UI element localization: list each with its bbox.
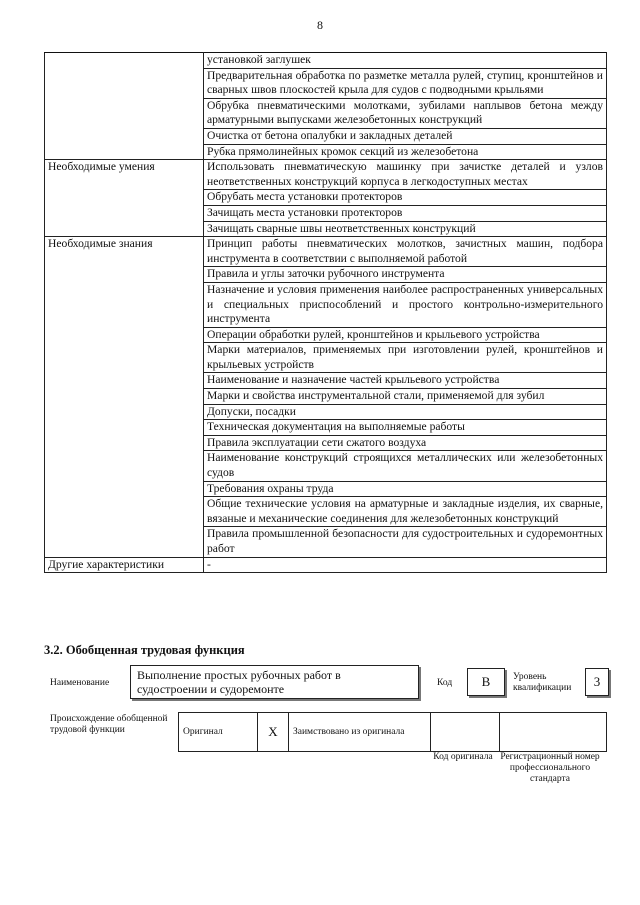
item-cell: Обрубать места установки протекторов xyxy=(204,190,607,206)
item-cell: - xyxy=(204,557,607,573)
table-row xyxy=(45,53,607,69)
original-label: Оригинал xyxy=(179,713,258,752)
item-cell: Операции обработки рулей, кронштейнов и крыльевого устройства xyxy=(204,327,607,343)
origin-table xyxy=(178,712,607,752)
item-cell: Назначение и условия применения наиболее распространенных универсальных и специальных приспособлений и простого контрольно-измерительного инструмента xyxy=(204,282,607,327)
reg-number-cell xyxy=(500,713,607,752)
reg-number-label: Регистрационный номер профессионального стандарта xyxy=(500,752,600,784)
name-label: Наименование xyxy=(50,678,110,688)
item-cell: Техническая документация на выполняемые работы xyxy=(204,420,607,436)
table-row xyxy=(45,160,607,190)
item-cell: Принцип работы пневматических молотков, зачистных машин, подбора инструмента в соответствии с выполняемой работой xyxy=(204,237,607,267)
item-cell: Правила и углы заточки рубочного инструмента xyxy=(204,267,607,283)
item-cell: Очистка от бетона опалубки и закладных деталей xyxy=(204,128,607,144)
code-original-cell xyxy=(431,713,500,752)
item-cell: Зачищать места установки протекторов xyxy=(204,205,607,221)
item-cell: Наименование и назначение частей крыльевого устройства xyxy=(204,373,607,389)
item-cell: Наименование конструкций строящихся металлических или железобетонных судов xyxy=(204,451,607,481)
level-value: 3 xyxy=(585,668,609,696)
item-cell: Зачищать сварные швы неответственных конструкций xyxy=(204,221,607,237)
name-value: Выполнение простых рубочных работ в судостроении и судоремонте xyxy=(137,668,341,696)
code-value: В xyxy=(467,668,505,696)
level-label: Уровень квалификации xyxy=(513,672,572,693)
borrowed-label: Заимствовано из оригинала xyxy=(289,713,431,752)
name-value-box xyxy=(130,665,419,699)
item-cell: установкой заглушек xyxy=(204,53,607,69)
category-cell xyxy=(45,53,204,160)
item-cell: Правила эксплуатации сети сжатого воздуха xyxy=(204,435,607,451)
competency-table xyxy=(44,52,607,573)
item-cell: Марки и свойства инструментальной стали, применяемой для зубил xyxy=(204,389,607,405)
table-row xyxy=(45,237,607,267)
code-label: Код xyxy=(437,678,453,688)
item-cell: Общие технические условия на арматурные и закладные изделия, их сварные, вязаные и механические соединения для железобетонных конструкций xyxy=(204,497,607,527)
origin-label: Происхождение обобщенной трудовой функции xyxy=(50,714,168,735)
item-cell: Предварительная обработка по разметке металла рулей, ступиц, кронштейнов и сварных швов плоскостей крыла для судов с подводными крыльями xyxy=(204,68,607,98)
item-cell: Требования охраны труда xyxy=(204,481,607,497)
category-cell: Необходимые умения xyxy=(45,160,204,237)
item-cell: Обрубка пневматическими молотками, зубилами наплывов бетона между арматурными выпусками железобетонных конструкций xyxy=(204,98,607,128)
item-cell: Рубка прямолинейных кромок секций из железобетона xyxy=(204,144,607,160)
table-row xyxy=(45,557,607,573)
category-cell: Другие характеристики xyxy=(45,557,204,573)
item-cell: Правила промышленной безопасности для судостроительных и судоремонтных работ xyxy=(204,527,607,557)
code-original-label: Код оригинала xyxy=(433,752,493,762)
item-cell: Допуски, посадки xyxy=(204,404,607,420)
section-title: 3.2. Обобщенная трудовая функция xyxy=(44,643,245,657)
category-cell: Необходимые знания xyxy=(45,237,204,557)
item-cell: Использовать пневматическую машинку при зачистке деталей и узлов неответственных конструкций корпуса в легкодоступных местах xyxy=(204,160,607,190)
original-mark: X xyxy=(258,713,289,752)
page-number: 8 xyxy=(317,18,323,32)
item-cell: Марки материалов, применяемых при изготовлении рулей, кронштейнов и крыльевых устройств xyxy=(204,343,607,373)
